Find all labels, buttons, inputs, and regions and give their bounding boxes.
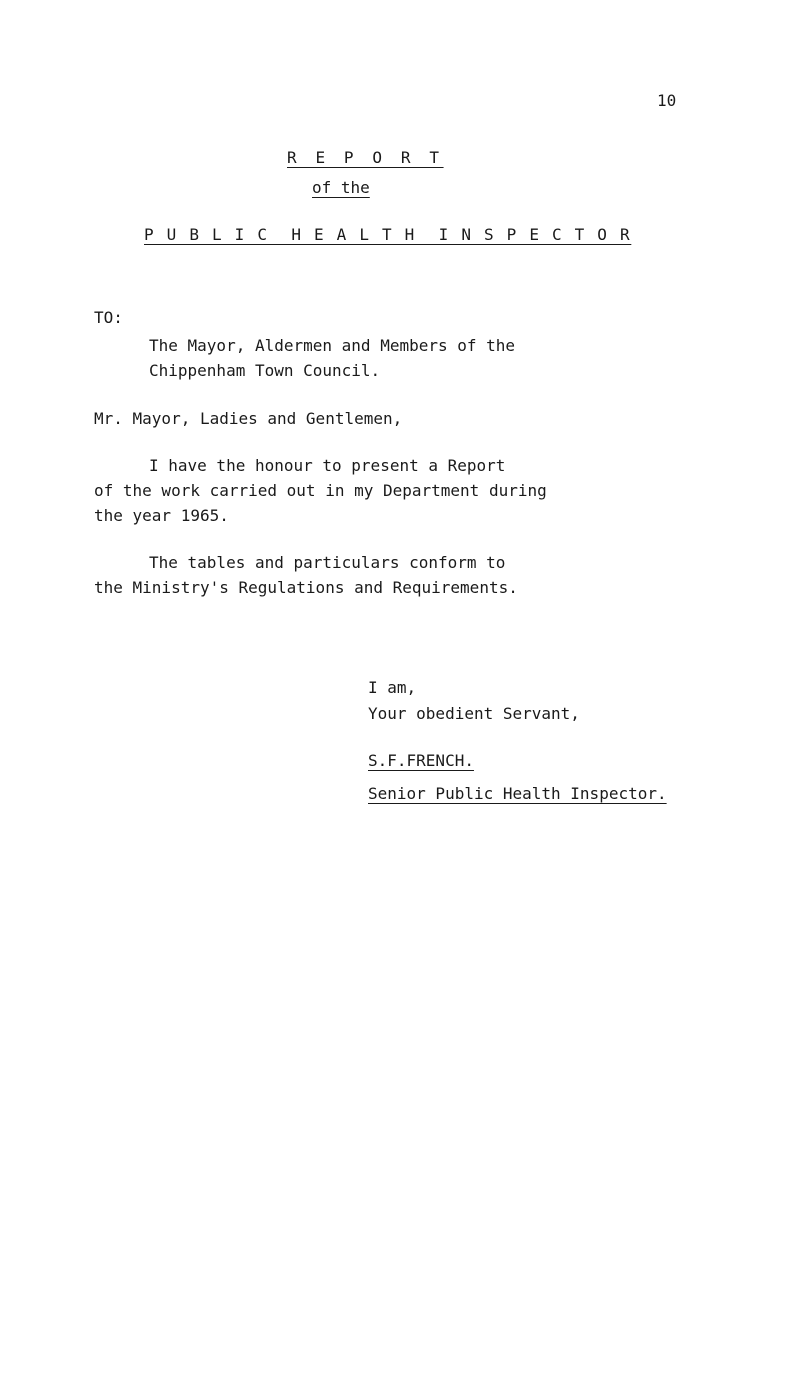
page-number: 10 [657,91,677,110]
report-heading-public-health-inspector: P U B L I C H E A L T H I N S P E C T O R [144,225,632,244]
paragraph-2-line-1: The tables and particulars conform to [149,553,506,572]
addressee-line-1: The Mayor, Aldermen and Members of the [149,336,516,355]
paragraph-2-line-2: the Ministry's Regulations and Requirements. [94,578,518,597]
paragraph-1-line-3: the year 1965. [94,506,229,525]
paragraph-1-line-1: I have the honour to present a Report [149,456,506,475]
closing-obedient-servant: Your obedient Servant, [368,704,580,723]
report-subtitle-of-the: of the [312,178,370,197]
signatory-name: S.F.FRENCH. [368,751,474,770]
paragraph-1-line-2: of the work carried out in my Department during [94,481,547,500]
closing-i-am: I am, [368,678,417,697]
report-title: R E P O R T [287,148,444,167]
signatory-title: Senior Public Health Inspector. [368,784,667,803]
addressee-line-2: Chippenham Town Council. [149,361,381,380]
salutation: Mr. Mayor, Ladies and Gentlemen, [94,409,403,428]
addressee-to-label: TO: [94,308,123,327]
